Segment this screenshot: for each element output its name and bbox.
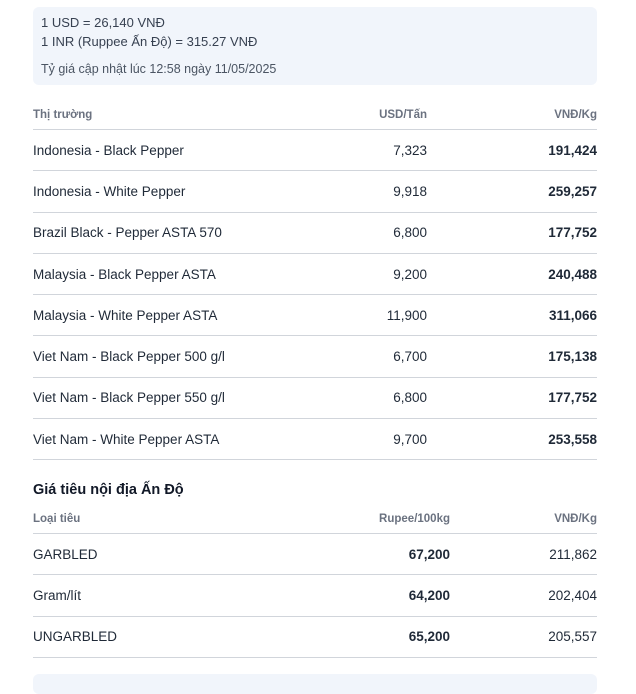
header-market: Thị trường <box>33 101 343 130</box>
india-pepper-price-table <box>33 505 597 658</box>
table-row <box>33 534 597 575</box>
vnd-price: 177,752 <box>427 377 597 418</box>
usd-exchange-rate: 1 USD = 26,140 VNĐ <box>41 15 165 30</box>
table-header-row <box>33 505 597 534</box>
vnd-price: 205,557 <box>450 616 597 657</box>
rupee-price: 65,200 <box>333 616 450 657</box>
vnd-price: 253,558 <box>427 419 597 460</box>
india-section-title: Giá tiêu nội địa Ấn Độ <box>33 482 184 498</box>
table-row <box>33 295 597 336</box>
market-name: Indonesia - Black Pepper <box>33 130 343 171</box>
vnd-price: 211,862 <box>450 534 597 575</box>
table-row <box>33 130 597 171</box>
market-name: Malaysia - Black Pepper ASTA <box>33 253 343 294</box>
exchange-update-time: Tỷ giá cập nhật lúc 12:58 ngày 11/05/2025 <box>41 62 277 76</box>
market-name: Malaysia - White Pepper ASTA <box>33 295 343 336</box>
usd-price: 9,700 <box>343 419 427 460</box>
usd-price: 7,323 <box>343 130 427 171</box>
market-name: Brazil Black - Pepper ASTA 570 <box>33 212 343 253</box>
table-row <box>33 419 597 460</box>
pepper-type: UNGARBLED <box>33 616 333 657</box>
table-row <box>33 336 597 377</box>
vnd-price: 259,257 <box>427 171 597 212</box>
vnd-price: 202,404 <box>450 575 597 616</box>
pepper-type: Gram/lít <box>33 575 333 616</box>
vnd-price: 311,066 <box>427 295 597 336</box>
usd-price: 6,700 <box>343 336 427 377</box>
usd-price: 9,200 <box>343 253 427 294</box>
usd-price: 6,800 <box>343 212 427 253</box>
pepper-type: GARBLED <box>33 534 333 575</box>
table-header-row <box>33 101 597 130</box>
usd-price: 6,800 <box>343 377 427 418</box>
usd-price: 9,918 <box>343 171 427 212</box>
market-name: Viet Nam - Black Pepper 550 g/l <box>33 377 343 418</box>
vnd-price: 175,138 <box>427 336 597 377</box>
next-info-box <box>33 674 597 694</box>
header-rupee-per-100kg: Rupee/100kg <box>333 505 450 534</box>
usd-price: 11,900 <box>343 295 427 336</box>
vnd-price: 177,752 <box>427 212 597 253</box>
header-usd-per-ton: USD/Tấn <box>343 101 427 130</box>
inr-exchange-rate: 1 INR (Ruppee Ấn Độ) = 315.27 VNĐ <box>41 34 258 49</box>
rupee-price: 67,200 <box>333 534 450 575</box>
market-name: Indonesia - White Pepper <box>33 171 343 212</box>
market-name: Viet Nam - White Pepper ASTA <box>33 419 343 460</box>
table-row <box>33 575 597 616</box>
table-row <box>33 377 597 418</box>
header-vnd-per-kg: VNĐ/Kg <box>427 101 597 130</box>
vnd-price: 191,424 <box>427 130 597 171</box>
vnd-price: 240,488 <box>427 253 597 294</box>
table-row <box>33 616 597 657</box>
exchange-rate-box <box>33 7 597 85</box>
table-row <box>33 253 597 294</box>
rupee-price: 64,200 <box>333 575 450 616</box>
table-row <box>33 171 597 212</box>
header-pepper-type: Loại tiêu <box>33 505 333 534</box>
header-vnd-per-kg: VNĐ/Kg <box>450 505 597 534</box>
table-row <box>33 212 597 253</box>
world-pepper-price-table <box>33 101 597 460</box>
market-name: Viet Nam - Black Pepper 500 g/l <box>33 336 343 377</box>
